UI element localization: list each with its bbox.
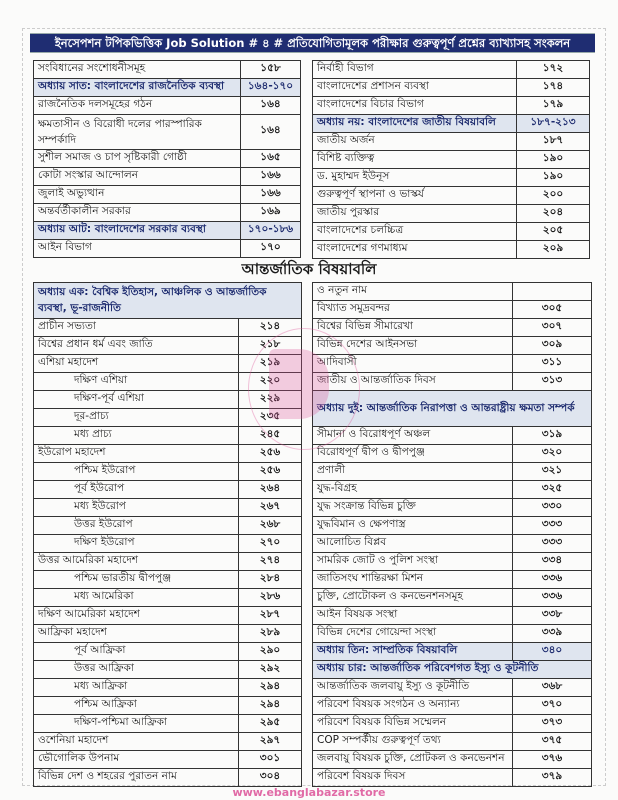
topic-title: পশ্চিম আফ্রিকা [34, 696, 239, 714]
topic-title: জাতীয় পুরস্কার [313, 205, 517, 223]
topic-title: বাংলাদেশের প্রশাসন ব্যবস্থা [313, 79, 517, 97]
page-number: ২১৪ [239, 318, 302, 336]
page-number: ১৮৭ [517, 133, 590, 151]
header-banner: ইনসেপশন টপিকভিত্তিক Job Solution # ৪ # প্রতিযোগিতামূলক পরীক্ষার গুরুত্বপূর্ণ প্রশ্নের ব্যাখ্যাসহ সংকলন [30, 33, 595, 53]
page-number: ১৬৪-১৭০ [241, 79, 301, 97]
topic-title: দূর-প্রাচ্য [34, 408, 239, 426]
topic-title: জাতীয় ও আন্তর্জাতিক দিবস [313, 373, 513, 391]
page-number: ২৫৬ [239, 444, 302, 462]
page-number: ১৬৪ [241, 97, 301, 115]
page-number: ২৮৭ [239, 606, 302, 624]
topic-title: মধ্য আফ্রিকা [34, 678, 239, 696]
page-number: ১৬৬ [241, 167, 301, 185]
toc-row [34, 606, 302, 624]
topic-title: আইন বিভাগ [34, 239, 241, 257]
page-number: ২০৯ [517, 241, 590, 259]
toc-row [34, 750, 302, 768]
topic-title: রাজনৈতিক দলসমূহের গঠন [34, 97, 241, 115]
page-number: ৩৩৩ [513, 534, 592, 552]
topic-title: জাতীয় অর্জন [313, 133, 517, 151]
topic-title: দক্ষিণ আমেরিকা মহাদেশ [34, 606, 239, 624]
toc-row [313, 337, 592, 355]
toc-table-bottom-right [312, 282, 592, 787]
toc-row [313, 606, 592, 624]
topic-title: পশ্চিম ইউরোপ [34, 462, 239, 480]
page-number: ৩৩০ [513, 498, 592, 516]
page-number: ৩৭৩ [513, 714, 592, 732]
topic-title: এশিয়া মহাদেশ [34, 354, 239, 372]
toc-row [313, 552, 592, 570]
page-number: ২৭০ [239, 534, 302, 552]
topic-title: উত্তর ইউরোপ [34, 516, 239, 534]
toc-row [34, 203, 301, 221]
topic-title: অধ্যায় চার: আন্তর্জাতিক পরিবেশগত ইস্যু ও কূটনীতি [313, 660, 592, 678]
section-title: আন্তর্জাতিক বিষয়াবলি [241, 260, 377, 278]
toc-row [34, 480, 302, 498]
toc-row [34, 552, 302, 570]
topic-title: ভৌগোলিক উপনাম [34, 750, 239, 768]
topic-title: অধ্যায় দুই: আন্তর্জাতিক নিরাপত্তা ও আন্তরাষ্ট্রীয় ক্ষমতা সম্পর্ক [313, 391, 592, 427]
toc-row [313, 624, 592, 642]
topic-title: অধ্যায় নয়: বাংলাদেশের জাতীয় বিষয়াবলি [313, 115, 517, 133]
topic-title: অধ্যায় আট: বাংলাদেশের সরকার ব্যবস্থা [34, 221, 241, 239]
topic-title: জুলাই অভ্যুত্থান [34, 185, 241, 203]
toc-row [34, 354, 302, 372]
toc-row [313, 498, 592, 516]
topic-title: দক্ষিণ-পশ্চিমা আফ্রিকা [34, 714, 239, 732]
topic-title: বিশ্বের বিভিন্ন সীমারেখা [313, 319, 513, 337]
chapter-row [313, 642, 592, 660]
topic-title: ওশেনিয়া মহাদেশ [34, 732, 239, 750]
toc-row [313, 187, 590, 205]
topic-title: বিভিন্ন দেশ ও শহরের পুরাতন নাম [34, 768, 239, 786]
toc-row [34, 732, 302, 750]
chapter-row [313, 115, 590, 133]
page-number: ১৮৭-২১৩ [517, 115, 590, 133]
topic-title: পূর্ব আফ্রিকা [34, 642, 239, 660]
toc-row [313, 133, 590, 151]
topic-title: ক্ষমতাসীন ও বিরোধী দলের পারস্পারিক সম্পর্কাদি [34, 115, 241, 150]
page-number: ৩১৯ [513, 426, 592, 444]
topic-title: আদিবাসী [313, 355, 513, 373]
topic-title: মধ্য প্রাচ্য [34, 426, 239, 444]
topic-title: বাংলাদেশের বিচার বিভাগ [313, 97, 517, 115]
topic-title: আলোচিত বিপ্লব [313, 534, 513, 552]
topic-title: ড. মুহাম্মদ ইউনূস [313, 169, 517, 187]
toc-row [313, 588, 592, 606]
topic-title: সংবিধানের সংশোধনীসমূহ [34, 61, 241, 79]
page-number: ১৭৯ [517, 97, 590, 115]
topic-title: জাতিসংঘ শান্তিরক্ষা মিশন [313, 570, 513, 588]
page-number: ৩৩৬ [513, 588, 592, 606]
toc-row [313, 426, 592, 444]
page-number: ৩৭৯ [513, 768, 592, 786]
toc-row [313, 61, 590, 79]
topic-title: অন্তর্বর্তীকালীন সরকার [34, 203, 241, 221]
toc-row [34, 372, 302, 390]
topic-title: প্রণালী [313, 462, 513, 480]
toc-row [34, 185, 301, 203]
page-number: ১৬৫ [241, 149, 301, 167]
toc-row [313, 750, 592, 768]
toc-row [313, 696, 592, 714]
toc-row [313, 151, 590, 169]
topic-title: পূর্ব ইউরোপ [34, 480, 239, 498]
topic-title: যুদ্ধ সংক্রান্ত বিভিন্ন চুক্তি [313, 498, 513, 516]
page-number: ৩৩৪ [513, 552, 592, 570]
topic-title: দক্ষিণ ইউরোপ [34, 534, 239, 552]
page-number: ২৮৪ [239, 570, 302, 588]
page-number: ৩১৩ [513, 373, 592, 391]
toc-row [313, 516, 592, 534]
toc-row [34, 516, 302, 534]
page-number: ২৯৫ [239, 714, 302, 732]
page-number: ২৯০ [239, 642, 302, 660]
page-number: ৩৩৯ [513, 624, 592, 642]
toc-row [34, 714, 302, 732]
topic-title: পরিবেশ বিষয়ক বিভিন্ন সম্মেলন [313, 714, 513, 732]
chapter-row [313, 660, 592, 678]
topic-title: বিশিষ্ট ব্যক্তিত্ব [313, 151, 517, 169]
page-number: ৩৩৩ [513, 516, 592, 534]
page-number: ১৬৯ [241, 203, 301, 221]
topic-title: বিরোধপূর্ণ দ্বীপ ও দ্বীপপুঞ্জ [313, 444, 513, 462]
page-number: ১৬৪ [241, 115, 301, 150]
toc-row [34, 444, 302, 462]
toc-row [313, 241, 590, 259]
chapter-row [34, 283, 302, 319]
page-number: ২৬৭ [239, 498, 302, 516]
toc-row [34, 149, 301, 167]
page-number: ১৭৪ [517, 79, 590, 97]
toc-row [34, 390, 302, 408]
topic-title: আইন বিষয়ক সংস্থা [313, 606, 513, 624]
topic-title: মধ্য ইউরোপ [34, 498, 239, 516]
toc-row [34, 408, 302, 426]
topic-title: ইউরোপ মহাদেশ [34, 444, 239, 462]
page-number: ১৫৮ [241, 61, 301, 79]
toc-row [313, 169, 590, 187]
page-number: ২৫৬ [239, 462, 302, 480]
topic-title: সীমানা ও বিরোধপূর্ণ অঞ্চল [313, 426, 513, 444]
topic-title: আফ্রিকা মহাদেশ [34, 624, 239, 642]
toc-row [34, 534, 302, 552]
topic-title: উত্তর আমেরিকা মহাদেশ [34, 552, 239, 570]
page-number: ২১৮ [239, 336, 302, 354]
topic-title: পরিবেশ বিষয়ক সংগঠন ও অন্যান্য [313, 696, 513, 714]
page-number: ২২০ [239, 372, 302, 390]
page-number: ২৯৪ [239, 696, 302, 714]
chapter-row [34, 79, 301, 97]
topic-title: পরিবেশ বিষয়ক দিবস [313, 768, 513, 786]
page-number: ৩০৪ [239, 768, 302, 786]
page-number: ১৭২ [517, 61, 590, 79]
topic-title: বিশ্বের প্রধান ধর্ম এবং জাতি [34, 336, 239, 354]
toc-row [34, 642, 302, 660]
toc-row [34, 318, 302, 336]
toc-row [313, 678, 592, 696]
page-number: ৩৭০ [513, 696, 592, 714]
page-number: ১৭০ [241, 239, 301, 257]
page-number: ২০০ [517, 187, 590, 205]
page-number: ২১৯ [239, 354, 302, 372]
page-number: ২৯৭ [239, 732, 302, 750]
toc-row [34, 768, 302, 786]
topic-title: জলবায়ু বিষয়ক চুক্তি, প্রোটকল ও কনভেনশন [313, 750, 513, 768]
toc-table-bottom-left [33, 282, 302, 787]
toc-row [34, 660, 302, 678]
toc-row [313, 480, 592, 498]
toc-row [313, 223, 590, 241]
toc-row [34, 588, 302, 606]
toc-row [34, 462, 302, 480]
toc-row [313, 355, 592, 373]
topic-title: কোটা সংস্কার আন্দোলন [34, 167, 241, 185]
toc-row [34, 167, 301, 185]
page-number: ২৯৪ [239, 678, 302, 696]
page-number: ২৮৬ [239, 588, 302, 606]
toc-row [313, 444, 592, 462]
topic-title: সামরিক জোট ও পুলিশ সংস্থা [313, 552, 513, 570]
toc-row [34, 624, 302, 642]
page-number: ২৮৯ [239, 624, 302, 642]
toc-row [34, 678, 302, 696]
topic-title: অধ্যায় এক: বৈশ্বিক ইতিহাস, আঞ্চলিক ও আন্তর্জাতিক ব্যবস্থা, ভূ-রাজনীতি [34, 283, 302, 319]
toc-row [313, 319, 592, 337]
page-number: ৩০১ [239, 750, 302, 768]
toc-row [34, 336, 302, 354]
toc-row [313, 97, 590, 115]
topic-title: পশ্চিম ভারতীয় দ্বীপপুঞ্জ [34, 570, 239, 588]
watermark-text: www.ebanglabazar.store [232, 786, 386, 799]
page-number: ২৬৮ [239, 516, 302, 534]
page-number: ৩০৭ [513, 319, 592, 337]
page-number: ৩০৯ [513, 337, 592, 355]
topic-title: বিখ্যাত সমুদ্রবন্দর [313, 301, 513, 319]
page-number: ২৪৫ [239, 426, 302, 444]
page-number: ২৭৪ [239, 552, 302, 570]
toc-row [313, 732, 592, 750]
topic-title: যুদ্ধবিমান ও ক্ষেপণাস্ত্র [313, 516, 513, 534]
topic-title: মধ্য আমেরিকা [34, 588, 239, 606]
page-number: ১৭০-১৮৬ [241, 221, 301, 239]
page-number: ৩২৫ [513, 480, 592, 498]
toc-row [34, 115, 301, 150]
topic-title: দক্ষিণ-পূর্ব এশিয়া [34, 390, 239, 408]
toc-row [313, 373, 592, 391]
page-number: ৩৭৬ [513, 750, 592, 768]
toc-row [34, 570, 302, 588]
chapter-row [34, 221, 301, 239]
toc-row [313, 534, 592, 552]
page-number: ২৩৫ [239, 408, 302, 426]
page-number: ২০৫ [517, 223, 590, 241]
toc-row [313, 768, 592, 786]
page-number: ৩২১ [513, 462, 592, 480]
topic-title: বাংলাদেশের গণমাধ্যম [313, 241, 517, 259]
topic-title: প্রাচীন সভ্যতা [34, 318, 239, 336]
page-number: ১৯০ [517, 151, 590, 169]
toc-row [313, 205, 590, 223]
page-number: ৩৭৫ [513, 732, 592, 750]
topic-title: সুশীল সমাজ ও চাপ সৃষ্টিকারী গোষ্ঠী [34, 149, 241, 167]
page-number: ৩২০ [513, 444, 592, 462]
topic-title: আন্তর্জাতিক জলবায়ু ইস্যু ও কূটনীতি [313, 678, 513, 696]
toc-table-top-left [33, 60, 301, 258]
toc-row [34, 97, 301, 115]
page-number: ৩১১ [513, 355, 592, 373]
page-number: ৩৩৮ [513, 606, 592, 624]
toc-row [313, 462, 592, 480]
topic-title: বিভিন্ন দেশের গোয়েন্দা সংস্থা [313, 624, 513, 642]
toc-row [34, 239, 301, 257]
toc-row [313, 301, 592, 319]
toc-table-top-right [312, 60, 590, 259]
topic-title: বাংলাদেশের চলচ্চিত্র [313, 223, 517, 241]
toc-row [313, 714, 592, 732]
topic-title: গুরুত্বপূর্ণ স্থাপনা ও ভাস্কর্য [313, 187, 517, 205]
chapter-row [313, 391, 592, 427]
toc-row [34, 498, 302, 516]
toc-row [34, 426, 302, 444]
page-number [513, 283, 592, 301]
toc-row [34, 696, 302, 714]
page-number: ৩০৫ [513, 301, 592, 319]
topic-title: দক্ষিণ এশিয়া [34, 372, 239, 390]
page-number: ৩৩৬ [513, 570, 592, 588]
page-number: ২৯২ [239, 660, 302, 678]
topic-title: অধ্যায় তিন: সাম্প্রতিক বিষয়াবলি [313, 642, 513, 660]
page-number: ২০৪ [517, 205, 590, 223]
topic-title: চুক্তি, প্রোটোকল ও কনভেনশনসমূহ [313, 588, 513, 606]
toc-row [34, 61, 301, 79]
topic-title: COP সম্পর্কীয় গুরুত্বপূর্ণ তথ্য [313, 732, 513, 750]
page-number: ১৯০ [517, 169, 590, 187]
topic-title: যুদ্ধ-বিগ্রহ [313, 480, 513, 498]
topic-title: উত্তর আফ্রিকা [34, 660, 239, 678]
topic-title: ও নতুন নাম [313, 283, 513, 301]
topic-title: নির্বাহী বিভাগ [313, 61, 517, 79]
page-number: ৩৬৮ [513, 678, 592, 696]
page-number: ২২৯ [239, 390, 302, 408]
page-number: ১৬৬ [241, 185, 301, 203]
toc-row [313, 283, 592, 301]
page-number: ২৬৪ [239, 480, 302, 498]
toc-row [313, 79, 590, 97]
topic-title: বিভিন্ন দেশের আইনসভা [313, 337, 513, 355]
toc-row [313, 570, 592, 588]
topic-title: অধ্যায় সাত: বাংলাদেশের রাজনৈতিক ব্যবস্থা [34, 79, 241, 97]
page-number: ৩৪০ [513, 642, 592, 660]
